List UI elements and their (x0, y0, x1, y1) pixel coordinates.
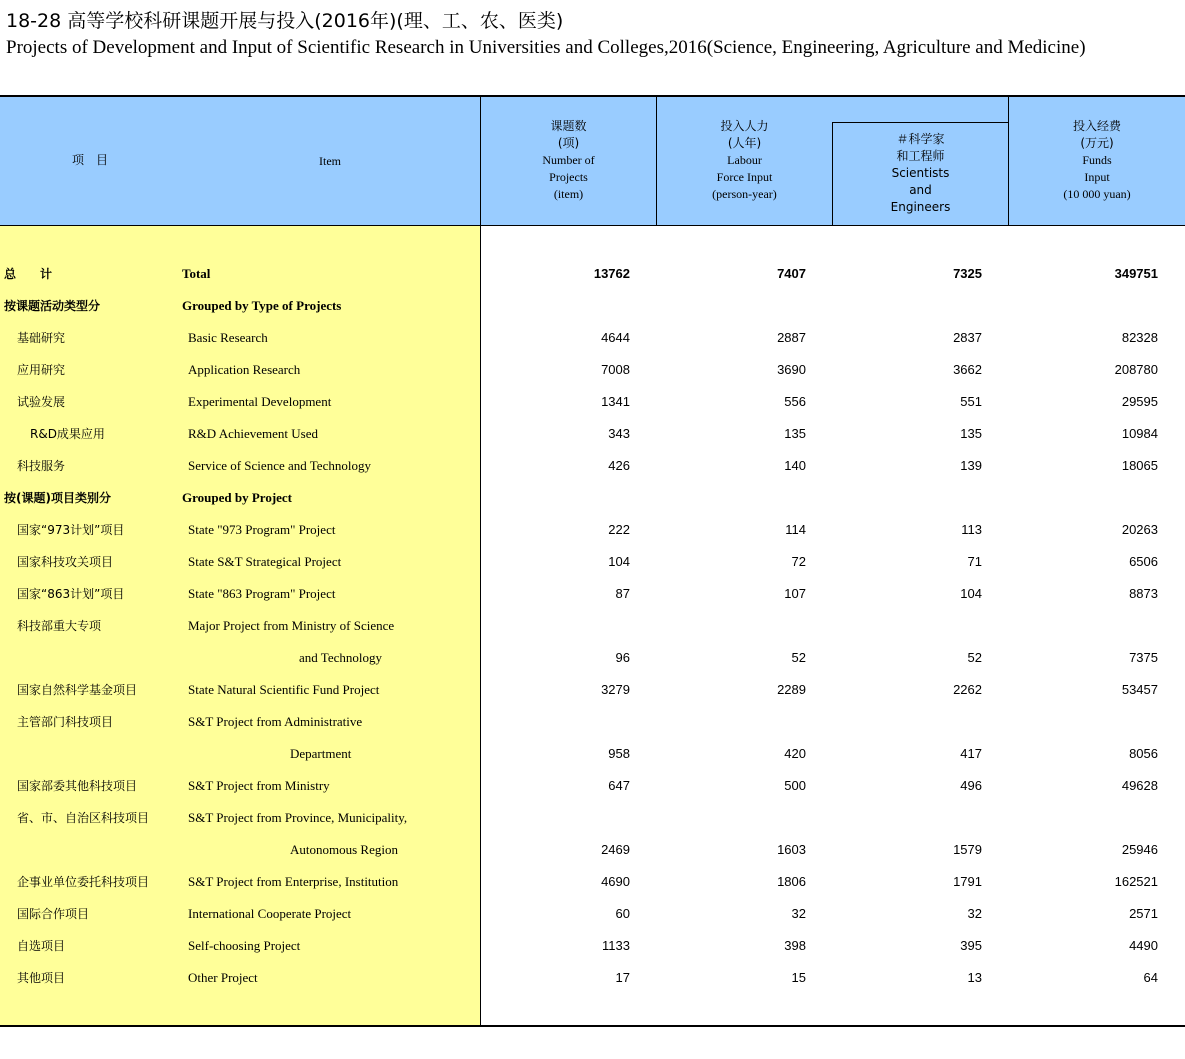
row-label-en: Total (182, 266, 211, 281)
table-row (0, 258, 1185, 290)
header-labour: 投入人力 (人年) Labour Force Input (person-year) (712, 119, 777, 201)
row-label-en: State "863 Program" Project (188, 586, 336, 601)
cell-labour: 1806 (777, 874, 806, 889)
row-label-cn: 科技服务 (17, 459, 66, 473)
cell-labour: 15 (791, 970, 806, 985)
cell-projects: 426 (608, 458, 630, 473)
row-label-en: Grouped by Project (182, 490, 293, 505)
cell-funds: 2571 (1129, 906, 1158, 921)
cell-funds: 8056 (1129, 746, 1158, 761)
cell-scientists: 104 (960, 586, 982, 601)
row-label-cn: 科技部重大专项 (17, 619, 102, 633)
cell-projects: 60 (615, 906, 630, 921)
row-label-en: S&T Project from Enterprise, Institution (188, 874, 399, 889)
table-row (0, 770, 1185, 802)
row-label-cn: 试验发展 (17, 395, 66, 409)
row-label-en: Other Project (188, 970, 258, 985)
cell-funds: 8873 (1129, 586, 1158, 601)
cell-funds: 349751 (1114, 266, 1158, 281)
cell-scientists: 1791 (953, 874, 982, 889)
cell-labour: 72 (791, 554, 806, 569)
table-row (0, 738, 1185, 770)
cell-labour: 3690 (777, 362, 806, 377)
cell-scientists: 2837 (953, 330, 982, 345)
row-label-en: Major Project from Ministry of Science (188, 618, 395, 633)
row-label-en: Experimental Development (188, 394, 332, 409)
header-sub-rule (832, 122, 1009, 123)
row-label-cn: 国家部委其他科技项目 (17, 779, 138, 793)
cell-labour: 140 (784, 458, 806, 473)
row-label-cn: 国家“973计划”项目 (17, 523, 125, 537)
cell-scientists: 139 (960, 458, 982, 473)
table-row (0, 642, 1185, 674)
cell-projects: 7008 (601, 362, 630, 377)
table-row (0, 578, 1185, 610)
cell-projects: 17 (615, 970, 630, 985)
cell-funds: 20263 (1121, 522, 1158, 537)
cell-funds: 162521 (1114, 874, 1158, 889)
cell-projects: 222 (608, 522, 630, 537)
cell-projects: 343 (608, 426, 630, 441)
table-row (0, 546, 1185, 578)
row-label-en: R&D Achievement Used (188, 426, 318, 441)
table-row (0, 834, 1185, 866)
row-label-en: State Natural Scientific Fund Project (188, 682, 380, 697)
cell-funds: 53457 (1121, 682, 1158, 697)
table-bottom-rule (0, 1025, 1185, 1027)
row-label-cn: 国家科技攻关项目 (17, 555, 114, 569)
cell-funds: 49628 (1121, 778, 1158, 793)
cell-projects: 4644 (601, 330, 630, 345)
table-row (0, 290, 1185, 322)
row-label-en: Basic Research (188, 330, 268, 345)
table-row (0, 386, 1185, 418)
row-label-en-continued: and Technology (299, 650, 382, 665)
table-row (0, 450, 1185, 482)
cell-projects: 958 (608, 746, 630, 761)
header-item-cn: 项 目 (71, 153, 108, 167)
row-label-cn: 主管部门科技项目 (17, 715, 114, 729)
cell-labour: 135 (784, 426, 806, 441)
row-label-en: State "973 Program" Project (188, 522, 336, 537)
table-row (0, 674, 1185, 706)
page-title-chinese: 18-28 高等学校科研课题开展与投入(2016年)(理、工、农、医类) (6, 10, 564, 32)
row-label-en: Application Research (188, 362, 301, 377)
table-row (0, 706, 1185, 738)
cell-labour: 556 (784, 394, 806, 409)
row-label-cn: 其他项目 (17, 971, 66, 985)
row-label-en: S&T Project from Administrative (188, 714, 363, 729)
cell-labour: 114 (785, 522, 806, 537)
cell-projects: 96 (615, 650, 630, 665)
table-row (0, 866, 1185, 898)
row-label-cn: 企事业单位委托科技项目 (17, 875, 150, 889)
row-label-cn: 基础研究 (17, 331, 66, 345)
cell-labour: 107 (784, 586, 806, 601)
row-label-cn: 按(课题)项目类别分 (4, 491, 111, 505)
row-label-cn: R&D成果应用 (30, 427, 105, 441)
row-label-cn: 自选项目 (17, 939, 66, 953)
cell-labour: 420 (784, 746, 806, 761)
cell-funds: 7375 (1129, 650, 1158, 665)
table-row (0, 354, 1185, 386)
header-scientists: ＃科学家 和工程师 Scientists and Engineers (890, 132, 951, 214)
cell-scientists: 551 (960, 394, 982, 409)
row-label-en: State S&T Strategical Project (188, 554, 342, 569)
cell-projects: 1341 (601, 394, 630, 409)
cell-scientists: 7325 (953, 266, 982, 281)
cell-funds: 29595 (1121, 394, 1158, 409)
cell-projects: 104 (608, 554, 630, 569)
row-label-en-continued: Department (290, 746, 352, 761)
cell-funds: 64 (1143, 970, 1158, 985)
cell-labour: 32 (791, 906, 806, 921)
row-label-cn: 省、市、自治区科技项目 (17, 811, 150, 825)
cell-projects: 4690 (601, 874, 630, 889)
row-label-en: S&T Project from Ministry (188, 778, 330, 793)
cell-funds: 208780 (1114, 362, 1158, 377)
cell-scientists: 417 (960, 746, 982, 761)
cell-labour: 398 (784, 938, 806, 953)
row-label-cn: 按课题活动类型分 (4, 299, 101, 313)
cell-projects: 13762 (593, 266, 630, 281)
row-label-cn: 国家“863计划”项目 (17, 587, 125, 601)
cell-projects: 1133 (602, 938, 630, 953)
cell-scientists: 32 (967, 906, 982, 921)
cell-scientists: 2262 (953, 682, 982, 697)
cell-funds: 82328 (1121, 330, 1158, 345)
cell-scientists: 3662 (953, 362, 982, 377)
header-projects: 课题数 (项) Number of Projects (item) (542, 119, 595, 201)
cell-labour: 1603 (777, 842, 806, 857)
table-row (0, 322, 1185, 354)
cell-scientists: 113 (961, 522, 982, 537)
table-row (0, 482, 1185, 514)
cell-projects: 3279 (601, 682, 630, 697)
row-label-en: International Cooperate Project (188, 906, 352, 921)
cell-funds: 25946 (1121, 842, 1158, 857)
row-label-cn: 应用研究 (17, 363, 66, 377)
cell-labour: 2289 (777, 682, 806, 697)
cell-scientists: 1579 (953, 842, 982, 857)
cell-labour: 500 (784, 778, 806, 793)
row-label-en: Self-choosing Project (188, 938, 301, 953)
cell-labour: 52 (791, 650, 806, 665)
table-row (0, 802, 1185, 834)
cell-funds: 6506 (1129, 554, 1158, 569)
cell-labour: 2887 (777, 330, 806, 345)
cell-scientists: 395 (960, 938, 982, 953)
cell-projects: 2469 (601, 842, 630, 857)
cell-scientists: 496 (960, 778, 982, 793)
table-row (0, 962, 1185, 994)
table-row (0, 514, 1185, 546)
row-label-cn: 国家自然科学基金项目 (17, 683, 138, 697)
row-label-cn: 总 计 (4, 267, 53, 281)
row-label-cn: 国际合作项目 (17, 907, 90, 921)
row-label-en: Service of Science and Technology (188, 458, 371, 473)
cell-labour: 7407 (777, 266, 806, 281)
cell-funds: 4490 (1129, 938, 1158, 953)
cell-scientists: 52 (967, 650, 982, 665)
header-funds: 投入经费 (万元) Funds Input (10 000 yuan) (1063, 119, 1131, 201)
page-title-english: Projects of Development and Input of Scientific Research in Universities and Colleges,2016(Science, Engineering, Agriculture and Medicine) (6, 37, 1086, 58)
cell-projects: 647 (608, 778, 630, 793)
table-row (0, 898, 1185, 930)
row-label-en: S&T Project from Province, Municipality, (188, 810, 408, 825)
cell-scientists: 71 (967, 554, 982, 569)
row-label-en-continued: Autonomous Region (290, 842, 398, 857)
cell-funds: 10984 (1121, 426, 1158, 441)
table-row (0, 418, 1185, 450)
table-row (0, 930, 1185, 962)
row-label-en: Grouped by Type of Projects (182, 298, 342, 313)
header-item-en: Item (319, 154, 341, 168)
cell-projects: 87 (615, 586, 630, 601)
table-row (0, 610, 1185, 642)
cell-scientists: 13 (967, 970, 982, 985)
cell-funds: 18065 (1121, 458, 1158, 473)
cell-scientists: 135 (960, 426, 982, 441)
